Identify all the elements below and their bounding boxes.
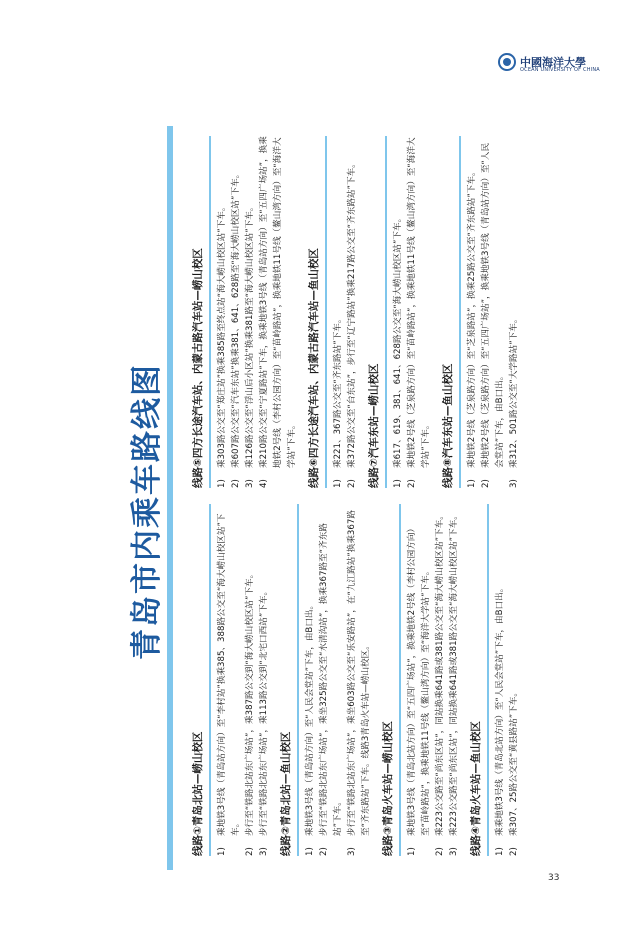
route-prefix: 线路 [470,835,482,856]
route-step [507,136,521,488]
route-step [215,504,243,856]
route-step [243,136,257,488]
step-index: 1) [407,847,417,856]
route-section [381,504,461,856]
route-title [307,136,321,488]
route-section [441,136,521,488]
route-prefix: 线路 [280,835,292,856]
route-title [441,136,455,488]
route-divider [399,504,401,856]
route-step [405,136,433,488]
step-text: 乘地铁2号线（芝泉路方向）至“苗岭路站”，换乘地铁11号线（鳌山湾方向）至“海洋大学站”下车。 [407,137,431,468]
route-divider [459,136,461,488]
step-text: 乘372路公交至“台东站”，步行至“辽宁路站”换乘217路公交至“齐东路站”下车。 [347,159,357,468]
route-step [507,504,521,856]
route-divider [209,136,211,488]
route-title [279,504,293,856]
route-section [279,504,373,856]
step-text: 步行至“铁路北站东广场站”，乘坐325路公交至“水清沟站”，换乘367路至“齐东路站”下车。 [319,523,343,836]
step-text: 乘地铁3号线（青岛北站方向）至“五四广场站”，换乘地铁2号线（李村公园方向）至“苗岭路站”，换乘地铁11号线（鳌山湾方向）至“海洋大学站”下车。 [407,523,431,836]
route-number: ② [280,826,292,835]
step-index: 2) [347,479,357,488]
route-section [191,136,299,488]
route-prefix: 线路 [368,467,380,488]
route-section [367,136,433,488]
page-number: 33 [548,873,560,883]
step-index: 1) [393,479,403,488]
route-title [381,504,395,856]
step-text: 乘307、25路公交至“黄县路站”下车。 [509,688,519,836]
step-index: 3) [347,847,357,856]
route-step [345,504,373,856]
route-step [331,136,345,488]
route-name: 青岛火车站—崂山校区 [382,721,394,827]
route-number: ⑥ [308,458,320,467]
route-number: ① [192,826,204,835]
step-index: 1) [217,479,227,488]
route-divider [209,504,211,856]
route-step [447,504,461,856]
route-name: 青岛火车站—鱼山校区 [470,721,482,827]
step-index: 4) [259,479,269,488]
step-text: 乘617、619、381、641、628路公交至“海大崂山校区站”下车。 [393,213,403,468]
route-divider [297,504,299,856]
step-text: 乘地铁2号线（芝泉路方向）至“芝泉路站”，换乘25路公交至“齐东路站”下车。 [467,167,477,468]
rotated-page-content [97,126,613,870]
step-text: 步行至“铁路北站东广场站”，乘387路公交到“海大崂山校区站”下车。 [245,569,255,836]
step-index: 2) [319,847,329,856]
step-text: 步行至“铁路北站东广场站”，乘113路公交到“北宅口西站”下车。 [259,586,269,836]
route-name: 四方长途汽车站、内蒙古路汽车站—崂山校区 [192,248,204,459]
route-prefix: 线路 [192,835,204,856]
step-text: 乘607路公交至“汽车东站”换乘381、641、628路至“海大崂山校区站”下车。 [231,169,241,468]
step-text: 乘221、367路公交至“齐东路站”下车。 [333,314,343,468]
routes-right-column [191,136,529,488]
step-text: 乘乘地铁3号线（青岛北站方向）至“人民会堂站”下车，由B口出。 [495,583,505,836]
step-index: 3) [245,479,255,488]
route-prefix: 线路 [442,467,454,488]
route-step [391,136,405,488]
step-text: 步行至“铁路北站东广场站”，乘坐603路公交至“乐安路站”，在“九江路站”换乘367路至“齐东路站”下车。线路3青岛火车站—崂山校区。 [347,510,371,836]
step-index: 2) [407,479,417,488]
step-text: 乘126路公交至“浮山后小区站”换乘381路至“海大崂山校区站”下车。 [245,202,255,468]
route-step [257,136,299,488]
route-divider [385,136,387,488]
title-row [115,126,175,870]
step-text: 乘223公交路至“尚东区站”，同站换乘641路或381路公交至“海大崂山校区站”下车。 [449,511,459,836]
step-index: 1) [333,479,343,488]
step-index: 1) [495,847,505,856]
step-text: 乘210路公交至“宁夏路站”下车，换乘地铁3号线（青岛站方向）至“五四广场站”，换乘地铁2号线（李村公园方向）至“苗岭路站”，换乘地铁11号线（鳌山湾方向）至“海洋大学站”下车。 [259,136,297,468]
route-title [469,504,483,856]
step-index: 1) [305,847,315,856]
route-name: 汽车东站—鱼山校区 [442,363,454,459]
route-step [405,504,433,856]
step-index: 2) [245,847,255,856]
university-emblem-icon [498,53,516,71]
route-prefix: 线路 [382,835,394,856]
step-index: 3) [449,847,459,856]
route-step [345,136,359,488]
route-section [469,504,521,856]
route-name: 青岛北站—崂山校区 [192,731,204,827]
route-number: ⑤ [192,458,204,467]
route-step [317,504,345,856]
step-index: 3) [509,479,519,488]
route-number: ⑦ [368,458,380,467]
route-step [479,136,507,488]
route-step [243,504,257,856]
step-text: 乘312、501路公交至“大学路站”下车。 [509,314,519,468]
route-name: 汽车东站—崂山校区 [368,363,380,459]
step-index: 2) [481,479,491,488]
page-title: 青岛市内乘车路线图 [129,363,165,660]
route-number: ③ [382,826,394,835]
route-step [215,136,229,488]
route-step [257,504,271,856]
step-text: 乘303路公交至“郑庄站”换乘385路至终点站“海大崂山校区站”下车。 [217,202,227,468]
route-section [191,504,271,856]
routes-left-column [191,504,529,856]
route-step [465,136,479,488]
logo-text: 中國海洋大學 [520,56,586,69]
route-title [191,504,205,856]
route-prefix: 线路 [308,467,320,488]
route-section [307,136,359,488]
step-text: 乘地铁2号线（芝泉路方向）至“五四广场站”，换乘地铁3号线（青岛站方向）至“人民会堂站”下车，由B口出。 [481,142,505,468]
route-name: 四方长途汽车站、内蒙古路汽车站—鱼山校区 [308,248,320,459]
route-step [229,136,243,488]
step-index: 2) [231,479,241,488]
route-title [191,136,205,488]
route-number: ⑧ [442,458,454,467]
step-index: 1) [217,847,227,856]
logo-subtitle: OCEAN UNIVERSITY OF CHINA [520,67,600,73]
title-divider [167,126,173,870]
route-step [493,504,507,856]
route-divider [487,504,489,856]
step-index: 3) [259,847,269,856]
university-logo [498,50,606,74]
step-text: 乘地铁3号线（青岛站方向）至“李村站”换乘385、388路公交至“海大崂山校区站”下车。 [217,513,241,836]
route-name: 青岛北站—鱼山校区 [280,731,292,827]
route-divider [325,136,327,488]
route-title [367,136,381,488]
step-index: 2) [509,847,519,856]
route-step [433,504,447,856]
route-prefix: 线路 [192,467,204,488]
route-number: ④ [470,826,482,835]
step-text: 乘地铁3号线（青岛站方向）至“人民会堂站”下车，由B口出。 [305,600,315,836]
route-step [303,504,317,856]
step-index: 2) [435,847,445,856]
step-text: 乘223公交路至“尚东区站”，同站换乘641路或381路公交至“海大崂山校区站”下车。 [435,511,445,836]
step-index: 1) [467,479,477,488]
